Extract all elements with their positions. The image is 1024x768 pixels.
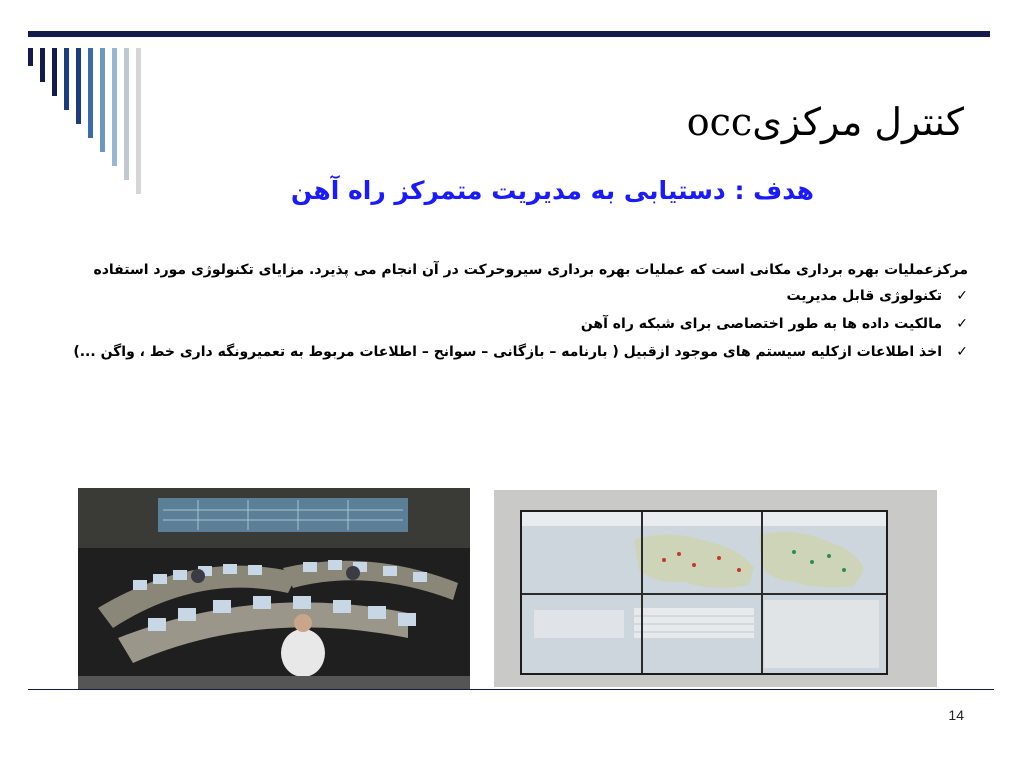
footer-divider	[28, 689, 994, 690]
checkmark-icon: ✓	[956, 316, 968, 332]
slide-subtitle: هدف : دستیابی به مدیریت متمرکز راه آهن	[290, 176, 814, 205]
slide-title: کنترل مرکزیocc	[686, 100, 964, 144]
decor-bar	[100, 48, 105, 152]
list-item	[8, 316, 968, 332]
video-wall-illustration	[494, 490, 937, 687]
list-item-text: مالکیت داده ها به طور اختصاصی برای شبکه راه آهن	[580, 316, 942, 332]
decor-bar	[88, 48, 93, 138]
control-room-photo	[78, 488, 470, 690]
list-item-text: تکنولوژی قابل مدیریت	[786, 288, 942, 304]
list-item	[8, 288, 968, 304]
checkmark-icon: ✓	[956, 288, 968, 304]
list-item-text: اخذ اطلاعات ازکلیه سیستم های موجود ازقبیل ( بارنامه – بازگانی – سوانح – اطلاعات مربوط به تعمیرونگه داری خط ، واگن ...)	[73, 344, 942, 360]
control-room-illustration	[78, 488, 470, 690]
decor-bar	[52, 48, 57, 96]
decor-bar	[136, 48, 141, 194]
decor-bar	[64, 48, 69, 110]
decor-bar	[28, 48, 33, 66]
decor-bar	[124, 48, 129, 180]
title-bar-line	[28, 31, 990, 37]
bullet-list	[8, 288, 968, 360]
slide-body	[8, 262, 968, 372]
video-wall-photo	[494, 490, 937, 687]
page-number: 14	[948, 707, 964, 723]
intro-paragraph: مرکزعملیات بهره برداری مکانی است که عملیات بهره برداری سیروحرکت در آن انجام می پذیرد. مزایای تکنولوژی مورد استفاده	[93, 262, 968, 278]
decor-bar	[76, 48, 81, 124]
checkmark-icon: ✓	[956, 344, 968, 360]
decor-bar	[112, 48, 117, 166]
list-item	[8, 344, 968, 360]
decor-bar	[40, 48, 45, 82]
